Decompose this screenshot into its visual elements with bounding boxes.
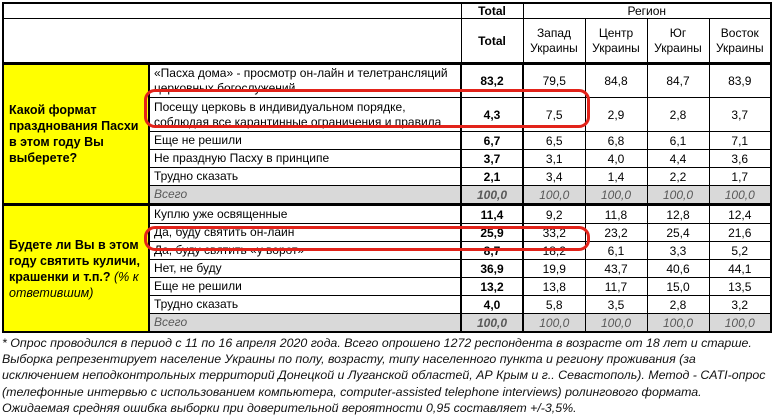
region-value-cell: 2,8 <box>647 98 709 132</box>
region-value-cell: 13,5 <box>709 278 771 296</box>
answer-label-cell: Не праздную Пасху в принципе <box>149 150 461 168</box>
region-value-cell: 3,4 <box>523 168 585 186</box>
region-value-cell: 7,5 <box>523 98 585 132</box>
question-cell <box>3 205 149 333</box>
region-value-cell: 5,8 <box>523 296 585 314</box>
answer-label-cell: Да, буду святить он-лайн <box>149 224 461 242</box>
region-value-cell: 15,0 <box>647 278 709 296</box>
region-value-cell: 2,8 <box>647 296 709 314</box>
answer-label-cell: Посещу церковь в индивидуальном порядке, соблюдая все карантинные ограничения и правила <box>149 98 461 132</box>
header-row-1 <box>3 3 771 19</box>
region-value-cell: 100,0 <box>709 186 771 205</box>
answer-label-cell: Трудно сказать <box>149 296 461 314</box>
region-header-center: Центр Украины <box>585 19 647 64</box>
answer-row <box>3 205 771 224</box>
region-value-cell: 3,3 <box>647 242 709 260</box>
region-value-cell: 1,7 <box>709 168 771 186</box>
region-value-cell: 3,2 <box>709 296 771 314</box>
answer-label-cell: Трудно сказать <box>149 168 461 186</box>
answer-label-cell: Еще не решили <box>149 132 461 150</box>
region-value-cell: 18,2 <box>523 242 585 260</box>
question-text: Будете ли Вы в этом году святить куличи, крашенки и т.п.? <box>9 237 140 284</box>
total-value-cell: 13,2 <box>461 278 523 296</box>
region-value-cell: 2,9 <box>585 98 647 132</box>
region-value-cell: 100,0 <box>585 314 647 333</box>
region-value-cell: 23,2 <box>585 224 647 242</box>
region-value-cell: 11,8 <box>585 205 647 224</box>
total-value-cell: 8,7 <box>461 242 523 260</box>
answer-label-cell: Да, буду святить «у ворот» <box>149 242 461 260</box>
region-value-cell: 6,8 <box>585 132 647 150</box>
table-header <box>3 3 771 64</box>
header-empty-cell <box>3 3 461 19</box>
question-note: (% к ответившим) <box>9 269 139 300</box>
region-value-cell: 100,0 <box>647 314 709 333</box>
region-value-cell: 6,5 <box>523 132 585 150</box>
question-cell <box>3 64 149 205</box>
total-value-cell: 4,3 <box>461 98 523 132</box>
region-value-cell: 79,5 <box>523 64 585 98</box>
answer-label-cell: Нет, не буду <box>149 260 461 278</box>
region-value-cell: 9,2 <box>523 205 585 224</box>
region-value-cell: 3,1 <box>523 150 585 168</box>
region-value-cell: 100,0 <box>647 186 709 205</box>
region-value-cell: 12,4 <box>709 205 771 224</box>
answer-label-cell: «Пасха дома» - просмотр он-лайн и телетрансляций церковных богослужений <box>149 64 461 98</box>
header-empty-cell <box>3 19 461 64</box>
region-value-cell: 6,1 <box>647 132 709 150</box>
total-value-cell: 100,0 <box>461 186 523 205</box>
header-row-2 <box>3 19 771 64</box>
total-column-subheader: Total <box>461 19 523 64</box>
region-value-cell: 2,2 <box>647 168 709 186</box>
region-value-cell: 3,5 <box>585 296 647 314</box>
answer-label-cell: Всего <box>149 186 461 205</box>
region-value-cell: 84,7 <box>647 64 709 98</box>
region-header-west: Запад Украины <box>523 19 585 64</box>
region-value-cell: 84,8 <box>585 64 647 98</box>
survey-table-body <box>3 64 771 333</box>
region-value-cell: 3,6 <box>709 150 771 168</box>
region-value-cell: 4,0 <box>585 150 647 168</box>
survey-results-table <box>2 2 772 333</box>
answer-label-cell: Еще не решили <box>149 278 461 296</box>
region-value-cell: 5,2 <box>709 242 771 260</box>
region-value-cell: 3,7 <box>709 98 771 132</box>
region-value-cell: 1,4 <box>585 168 647 186</box>
total-value-cell: 83,2 <box>461 64 523 98</box>
region-value-cell: 25,4 <box>647 224 709 242</box>
region-value-cell: 21,6 <box>709 224 771 242</box>
region-value-cell: 33,2 <box>523 224 585 242</box>
total-value-cell: 2,1 <box>461 168 523 186</box>
region-value-cell: 40,6 <box>647 260 709 278</box>
total-value-cell: 3,7 <box>461 150 523 168</box>
region-value-cell: 6,1 <box>585 242 647 260</box>
region-value-cell: 100,0 <box>523 186 585 205</box>
answer-row <box>3 64 771 98</box>
region-value-cell: 12,8 <box>647 205 709 224</box>
total-value-cell: 6,7 <box>461 132 523 150</box>
region-value-cell: 4,4 <box>647 150 709 168</box>
region-value-cell: 44,1 <box>709 260 771 278</box>
region-value-cell: 100,0 <box>585 186 647 205</box>
region-header-east: Восток Украины <box>709 19 771 64</box>
total-value-cell: 11,4 <box>461 205 523 224</box>
total-value-cell: 25,9 <box>461 224 523 242</box>
total-value-cell: 4,0 <box>461 296 523 314</box>
region-value-cell: 100,0 <box>523 314 585 333</box>
region-value-cell: 11,7 <box>585 278 647 296</box>
region-header-south: Юг Украины <box>647 19 709 64</box>
region-value-cell: 7,1 <box>709 132 771 150</box>
region-value-cell: 43,7 <box>585 260 647 278</box>
answer-label-cell: Всего <box>149 314 461 333</box>
footnote-text: * Опрос проводился в период с 11 по 16 апреля 2020 года. Всего опрошено 1272 респондента в возрасте от 18 лет и старше. Выборка репрезентирует население Украины по полу, возрасту, типу населенного пункта и региону проживания (за исключением неподконтрольных территорий Донецкой и Луганской областей, АР Крым и г.. Севастополь). Метод - CATI-опрос (телефонные интервью с использованием компьютера, computer-assisted telephone interviews) ролингового формата. Ожидаемая средняя ошибка выборки при доверительной вероятности 0,95 составляет +/-3,5%. <box>2 336 766 415</box>
total-column-header: Total <box>461 3 523 19</box>
region-value-cell: 13,8 <box>523 278 585 296</box>
region-value-cell: 100,0 <box>709 314 771 333</box>
total-value-cell: 36,9 <box>461 260 523 278</box>
total-value-cell: 100,0 <box>461 314 523 333</box>
region-value-cell: 19,9 <box>523 260 585 278</box>
answer-label-cell: Куплю уже освященные <box>149 205 461 224</box>
question-text: Какой формат празднования Пасхи в этом году Вы выберете? <box>9 103 139 165</box>
region-value-cell: 83,9 <box>709 64 771 98</box>
region-group-header: Регион <box>523 3 771 19</box>
